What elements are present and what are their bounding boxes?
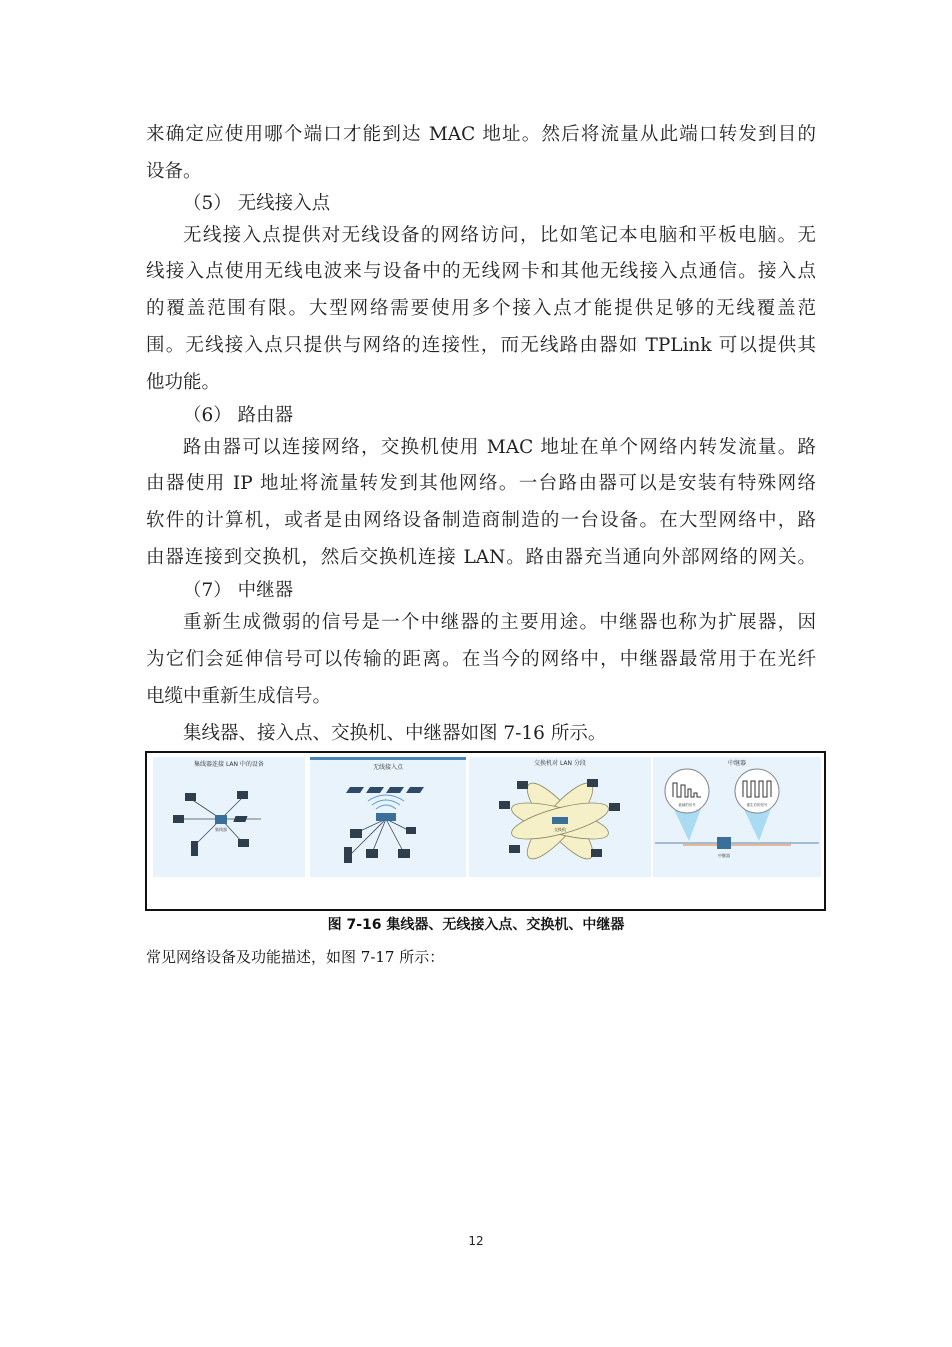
paragraph-line: 线接入点使用无线电波来与设备中的无线网卡和其他无线接入点通信。接入点 <box>146 261 816 282</box>
figure-7-16 <box>145 751 826 911</box>
paragraph-line: 由器连接到交换机，然后交换机连接 LAN。路由器充当通向外部网络的网关。 <box>146 547 816 568</box>
section-heading-7: （7） 中继器 <box>183 580 294 601</box>
paragraph-line: 路由器可以连接网络，交换机使用 MAC 地址在单个网络内转发流量。路 <box>183 437 816 458</box>
figure-intro-line: 集线器、接入点、交换机、中继器如图 7-16 所示。 <box>183 723 607 744</box>
repeater-diagram-icon <box>653 757 821 877</box>
paragraph-line: 由器使用 IP 地址将流量转发到其他网络。一台路由器可以是安装有特殊网络 <box>146 473 816 494</box>
repeater-device-label: 中继器 <box>718 853 730 858</box>
repeater-panel-title: 中继器 <box>727 760 747 767</box>
hub-label: 集线器 <box>215 827 227 832</box>
switch-panel-title: 交换机对 LAN 分段 <box>534 760 586 767</box>
weak-signal-label: 衰减的信号 <box>678 803 696 807</box>
page-number: 12 <box>468 1234 484 1248</box>
switch-segment-diagram-icon <box>469 757 651 877</box>
note-line: 常见网络设备及功能描述，如图 7-17 所示： <box>146 948 445 966</box>
hub-diagram-icon <box>153 757 305 877</box>
paragraph-line: 设备。 <box>146 161 202 182</box>
switch-label: 交换机 <box>554 827 566 832</box>
paragraph-line: 无线接入点提供对无线设备的网络访问，比如笔记本电脑和平板电脑。无 <box>183 225 816 246</box>
paragraph-line: 重新生成微弱的信号是一个中继器的主要用途。中继器也称为扩展器，因 <box>183 612 816 633</box>
figure-caption: 图 7-16 集线器、无线接入点、交换机、中继器 <box>327 917 625 933</box>
paragraph-line: 他功能。 <box>146 372 221 393</box>
ap-panel-title: 无线接入点 <box>372 764 404 771</box>
paragraph-line: 软件的计算机，或者是由网络设备制造商制造的一台设备。在大型网络中，路 <box>146 510 816 531</box>
paragraph-line: 来确定应使用哪个端口才能到达 MAC 地址。然后将流量从此端口转发到目的 <box>146 124 816 145</box>
section-heading-5: （5） 无线接入点 <box>183 193 331 214</box>
wireless-ap-diagram-icon <box>310 757 466 877</box>
paragraph-line: 为它们会延伸信号可以传输的距离。在当今的网络中，中继器最常用于在光纤 <box>146 649 816 670</box>
paragraph-line: 的覆盖范围有限。大型网络需要使用多个接入点才能提供足够的无线覆盖范 <box>146 298 816 319</box>
paragraph-line: 围。无线接入点只提供与网络的连接性，而无线路由器如 TPLink 可以提供其 <box>146 335 816 356</box>
section-heading-6: （6） 路由器 <box>183 405 294 426</box>
paragraph-line: 电缆中重新生成信号。 <box>146 686 332 707</box>
hub-panel-title: 集线器连接 LAN 中的设备 <box>194 761 264 768</box>
regenerated-signal-label: 重生后的信号 <box>746 803 768 807</box>
